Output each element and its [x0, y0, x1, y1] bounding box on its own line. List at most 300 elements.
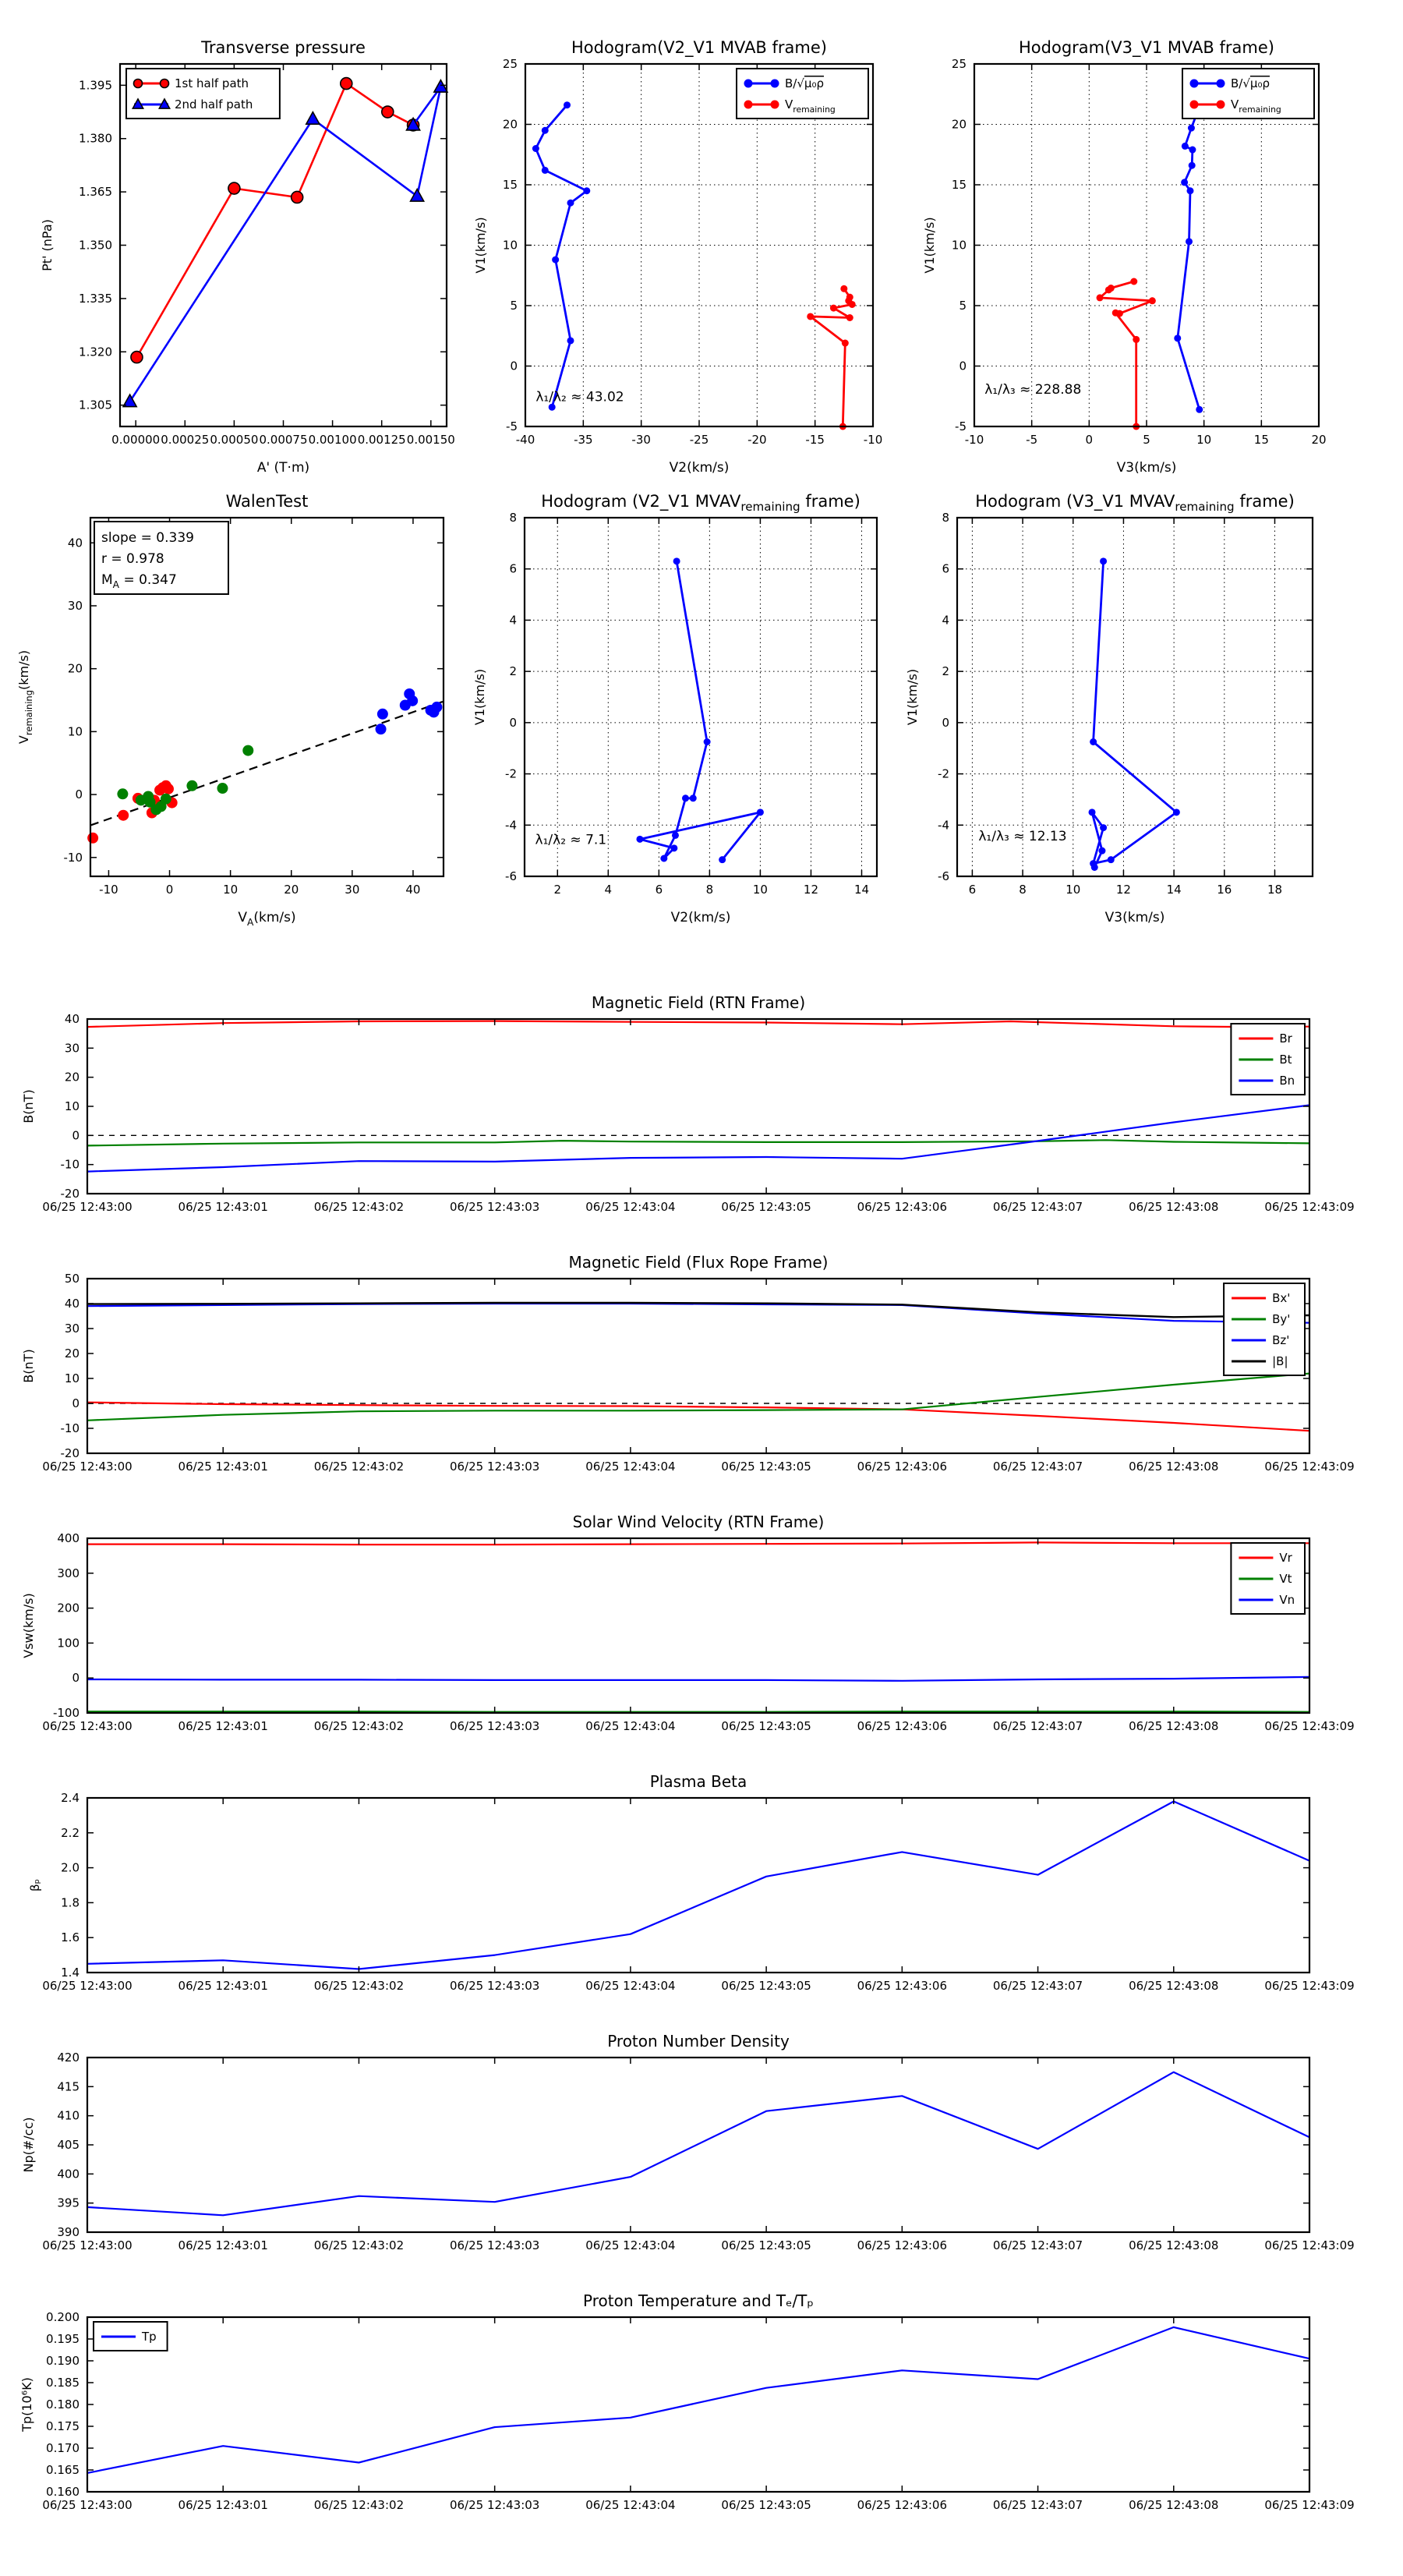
chart-title: Hodogram(V3_V1 MVAB frame): [1019, 38, 1274, 57]
y-tick-label: -10: [60, 1421, 80, 1435]
x-tick-label: 06/25 12:43:03: [449, 1460, 540, 1474]
x-tick-label: 06/25 12:43:01: [178, 1200, 268, 1214]
y-tick-label: 2.0: [61, 1860, 80, 1875]
point-marker: [377, 709, 388, 720]
series-Vr: [87, 1542, 1309, 1545]
y-axis-label: Tp(10⁶K): [19, 2377, 34, 2432]
x-axis-label: V3(km/s): [1116, 460, 1177, 476]
y-tick-label: 405: [57, 2138, 80, 2152]
x-tick-label: -40: [515, 433, 535, 447]
series-1st half path: [137, 83, 414, 357]
point-marker: [1189, 162, 1196, 169]
point-marker: [840, 285, 847, 292]
x-tick-label: 06/25 12:43:06: [857, 1200, 948, 1214]
y-tick-label: 10: [67, 724, 83, 739]
x-tick-label: 10: [223, 883, 239, 897]
x-tick-label: 8: [705, 883, 714, 897]
y-tick-label: 395: [57, 2196, 80, 2210]
x-tick-label: 06/25 12:43:09: [1264, 2498, 1355, 2512]
y-tick-label: 30: [67, 598, 83, 613]
series-Bt: [87, 1140, 1309, 1145]
x-tick-label: -20: [747, 433, 767, 447]
legend-label: $V_{remaining}$: [785, 97, 836, 115]
y-tick-label: -20: [60, 1446, 80, 1460]
chart-title: WalenTest: [225, 492, 309, 511]
y-axis-label: B(nT): [21, 1349, 36, 1383]
legend-label: By': [1272, 1312, 1291, 1326]
series-2nd half path: [130, 87, 441, 402]
point-marker: [771, 101, 779, 109]
series-Vn: [87, 1677, 1309, 1681]
x-tick-label: 06/25 12:43:00: [42, 2498, 133, 2512]
x-tick-label: 06/25 12:43:05: [721, 1979, 811, 1993]
x-tick-label: 40: [405, 883, 421, 897]
legend-label: |B|: [1272, 1354, 1288, 1368]
series-V remaining: [1100, 281, 1152, 426]
point-marker: [1100, 824, 1107, 831]
y-tick-label: 1.8: [61, 1895, 80, 1910]
x-tick-label: 06/25 12:43:00: [42, 1979, 133, 1993]
y-tick-label: 390: [57, 2225, 80, 2239]
x-tick-label: 06/25 12:43:02: [313, 2498, 405, 2512]
y-tick-label: 0.165: [46, 2463, 80, 2477]
y-axis-label: V1(km/s): [922, 217, 937, 274]
y-tick-label: 2.4: [61, 1791, 80, 1805]
x-tick-label: 06/25 12:43:00: [42, 2238, 133, 2252]
point-marker: [1090, 738, 1097, 745]
x-tick-label: 06/25 12:43:04: [585, 2498, 676, 2512]
y-tick-label: 2: [509, 664, 517, 679]
y-tick-label: 1.365: [79, 185, 112, 200]
point-marker: [830, 305, 837, 312]
y-tick-label: 1.350: [79, 238, 112, 253]
y-tick-label: -10: [63, 850, 83, 865]
series-Bn: [87, 1106, 1309, 1172]
point-marker: [1188, 125, 1195, 132]
y-tick-label: 8: [942, 511, 949, 525]
legend-label: 2nd half path: [175, 97, 253, 111]
y-tick-label: 1.4: [61, 1966, 80, 1980]
y-tick-label: -10: [60, 1157, 80, 1172]
point-marker: [242, 745, 253, 756]
point-marker: [1089, 809, 1096, 816]
legend-label: Bn: [1279, 1074, 1295, 1088]
x-tick-label: 0.00100: [308, 433, 357, 447]
y-tick-label: -6: [505, 869, 517, 883]
y-tick-label: 1.395: [79, 78, 112, 93]
chart-title: Magnetic Field (RTN Frame): [591, 993, 806, 1012]
chart-transverse-pressure: [40, 38, 455, 476]
y-tick-label: -5: [955, 419, 967, 433]
point-marker: [690, 794, 697, 801]
point-marker: [807, 313, 814, 320]
x-tick-label: 06/25 12:43:07: [992, 1719, 1083, 1733]
y-axis-label: Np(#/cc): [21, 2117, 36, 2173]
legend-label: $V_{remaining}$: [1231, 97, 1281, 115]
chart-title: Magnetic Field (Flux Rope Frame): [568, 1253, 829, 1272]
series-Tp: [87, 2327, 1309, 2473]
y-tick-label: 0: [75, 787, 83, 802]
chart-hodogram-v3v1-mvav: [905, 492, 1313, 925]
point-marker: [1130, 278, 1137, 285]
point-marker: [719, 856, 726, 863]
y-tick-label: 420: [57, 2051, 80, 2065]
point-marker: [431, 702, 442, 713]
legend-label: Bt: [1279, 1053, 1292, 1067]
y-axis-label: V1(km/s): [905, 668, 920, 726]
point-marker: [228, 182, 240, 194]
y-tick-label: 15: [502, 178, 518, 192]
point-marker: [1108, 856, 1115, 863]
y-tick-label: 400: [57, 2167, 80, 2181]
point-marker: [682, 794, 689, 801]
point-marker: [1189, 147, 1196, 154]
point-marker: [1217, 101, 1225, 109]
y-tick-label: -2: [505, 766, 517, 781]
series-fit: [90, 702, 444, 826]
x-tick-label: 06/25 12:43:04: [585, 1200, 676, 1214]
y-tick-label: 30: [64, 1041, 80, 1056]
y-tick-label: 15: [951, 178, 967, 192]
x-tick-label: -30: [631, 433, 651, 447]
point-marker: [583, 187, 590, 194]
x-tick-label: 06/25 12:43:05: [721, 1460, 811, 1474]
y-tick-label: 50: [64, 1272, 80, 1286]
x-tick-label: 06/25 12:43:00: [42, 1719, 133, 1733]
point-marker: [842, 340, 849, 347]
legend-label: Br: [1279, 1031, 1292, 1046]
y-tick-label: 0.180: [46, 2397, 80, 2411]
series-By': [87, 1374, 1309, 1421]
y-tick-label: 200: [57, 1601, 80, 1615]
point-marker: [161, 794, 171, 805]
point-marker: [1112, 310, 1119, 317]
x-tick-label: 06/25 12:43:01: [178, 1719, 268, 1733]
y-tick-label: 0: [509, 715, 517, 730]
y-tick-label: 4: [942, 613, 949, 628]
x-tick-label: 06/25 12:43:06: [857, 1460, 948, 1474]
y-axis-label: V1(km/s): [473, 217, 488, 274]
series-Bx': [87, 1403, 1309, 1431]
triangle-marker: [411, 189, 424, 201]
x-tick-label: 06/25 12:43:06: [857, 1979, 948, 1993]
x-tick-label: 12: [1115, 883, 1131, 897]
chart-v-rtn: [21, 1513, 1355, 1733]
point-marker: [87, 833, 98, 844]
x-tick-label: 06/25 12:43:08: [1129, 1979, 1219, 1993]
point-marker: [117, 788, 128, 799]
x-tick-label: 10: [752, 883, 768, 897]
point-marker: [1217, 80, 1225, 88]
x-tick-label: 06/25 12:43:02: [313, 1979, 405, 1993]
x-tick-label: 0.00000: [111, 433, 161, 447]
y-axis-label: B(nT): [21, 1089, 36, 1123]
x-tick-label: 06/25 12:43:08: [1129, 1719, 1219, 1733]
y-tick-label: 0: [942, 715, 949, 730]
point-marker: [407, 695, 418, 706]
x-tick-label: 06/25 12:43:04: [585, 1979, 676, 1993]
x-tick-label: 15: [1253, 433, 1269, 447]
x-tick-label: 06/25 12:43:01: [178, 1979, 268, 1993]
chart-title: Hodogram(V2_V1 MVAB frame): [571, 38, 827, 57]
x-tick-label: 06/25 12:43:07: [992, 1460, 1083, 1474]
x-tick-label: 06/25 12:43:06: [857, 2238, 948, 2252]
x-tick-label: 06/25 12:43:01: [178, 2498, 268, 2512]
y-tick-label: 40: [64, 1297, 80, 1311]
x-tick-label: 10: [1066, 883, 1081, 897]
stats-line: slope = 0.339: [101, 530, 194, 546]
x-axis-label: $V_A(km/s)$: [238, 910, 296, 928]
x-tick-label: 06/25 12:43:03: [449, 1200, 540, 1214]
y-tick-label: 25: [502, 57, 518, 71]
x-tick-label: 06/25 12:43:04: [585, 1719, 676, 1733]
point-marker: [567, 200, 574, 207]
x-tick-label: -15: [805, 433, 825, 447]
x-tick-label: 0.00075: [259, 433, 308, 447]
point-marker: [1196, 406, 1203, 413]
y-tick-label: 5: [510, 299, 518, 313]
axes-frame: [87, 1538, 1309, 1713]
axes-frame: [87, 1019, 1309, 1194]
x-tick-label: 0.00050: [210, 433, 259, 447]
x-tick-label: 06/25 12:43:01: [178, 1460, 268, 1474]
y-tick-label: 10: [64, 1371, 80, 1385]
y-tick-label: 1.305: [79, 398, 112, 412]
x-tick-label: 20: [1311, 433, 1327, 447]
annotation: λ₁/λ₂ ≈ 43.02: [535, 389, 624, 405]
chart-b-flux-rope: [21, 1253, 1355, 1474]
x-tick-label: 6: [655, 883, 663, 897]
x-tick-label: 0.00150: [406, 433, 455, 447]
y-tick-label: 415: [57, 2079, 80, 2094]
legend-label: Tp: [142, 2330, 157, 2344]
point-marker: [672, 832, 679, 839]
x-tick-label: 06/25 12:43:01: [178, 2238, 268, 2252]
series-B/sqrt(mu0 rho): [535, 105, 586, 408]
point-marker: [744, 101, 753, 109]
x-tick-label: 06/25 12:43:03: [449, 2498, 540, 2512]
x-tick-label: 06/25 12:43:02: [313, 1719, 405, 1733]
y-tick-label: 0.175: [46, 2419, 80, 2433]
y-axis-label: $V_{remaining}(km/s)$: [16, 649, 34, 745]
chart-title: Plasma Beta: [649, 1772, 747, 1791]
x-axis-label: V2(km/s): [669, 460, 730, 476]
x-tick-label: 06/25 12:43:04: [585, 2238, 676, 2252]
y-tick-label: -4: [505, 818, 517, 833]
point-marker: [542, 167, 549, 174]
x-tick-label: 06/25 12:43:06: [857, 2498, 948, 2512]
x-tick-label: 06/25 12:43:08: [1129, 2498, 1219, 2512]
x-tick-label: 18: [1267, 883, 1283, 897]
chart-title: Proton Number Density: [607, 2032, 790, 2051]
y-axis-label: Pt' (nPa): [40, 219, 55, 271]
x-tick-label: 06/25 12:43:05: [721, 2498, 811, 2512]
y-tick-label: 20: [951, 117, 967, 132]
y-tick-label: -2: [938, 766, 949, 781]
y-tick-label: -6: [938, 869, 949, 883]
chart-walen-test: [16, 492, 444, 928]
annotation: λ₁/λ₂ ≈ 7.1: [535, 832, 607, 848]
y-tick-label: -5: [506, 419, 518, 433]
x-tick-label: 06/25 12:43:03: [449, 1719, 540, 1733]
y-tick-label: 5: [959, 299, 967, 313]
point-marker: [1186, 187, 1193, 194]
point-marker: [636, 836, 643, 843]
point-marker: [1091, 864, 1098, 871]
triangle-marker: [306, 112, 320, 124]
point-marker: [1182, 143, 1189, 150]
point-marker: [1098, 847, 1105, 855]
y-axis-label: V1(km/s): [472, 668, 487, 726]
chart-title: Hodogram (V3_V1 $MVAV_{remaining}$ frame): [975, 492, 1295, 514]
x-axis-label: V3(km/s): [1104, 910, 1165, 925]
x-tick-label: 4: [604, 883, 613, 897]
chart-hodogram-v2v1-mvab: [473, 38, 882, 476]
legend-label: Bz': [1272, 1333, 1290, 1347]
point-marker: [849, 301, 856, 308]
point-marker: [292, 191, 303, 203]
annotation: λ₁/λ₃ ≈ 228.88: [984, 382, 1082, 398]
point-marker: [134, 80, 143, 88]
point-marker: [163, 784, 174, 794]
y-tick-label: 0.195: [46, 2332, 80, 2346]
x-tick-label: -5: [1026, 433, 1038, 447]
point-marker: [1097, 294, 1104, 301]
x-tick-label: -35: [574, 433, 593, 447]
point-marker: [704, 738, 711, 745]
x-tick-label: 8: [1019, 883, 1027, 897]
x-tick-label: 06/25 12:43:09: [1264, 1719, 1355, 1733]
y-tick-label: 20: [67, 661, 83, 676]
point-marker: [542, 127, 549, 134]
x-tick-label: -10: [863, 433, 883, 447]
y-tick-label: 2: [942, 664, 949, 679]
y-tick-label: 410: [57, 2108, 80, 2123]
series-V remaining hodogram: [1092, 561, 1176, 868]
y-axis-label: Vsw(km/s): [21, 1593, 36, 1658]
x-tick-label: 14: [1166, 883, 1182, 897]
x-axis-label: V2(km/s): [670, 910, 731, 925]
y-tick-label: 10: [951, 238, 967, 253]
y-tick-label: 6: [942, 561, 949, 576]
x-tick-label: 06/25 12:43:08: [1129, 1200, 1219, 1214]
point-marker: [1149, 297, 1156, 304]
x-tick-label: 0: [165, 883, 174, 897]
x-tick-label: 06/25 12:43:05: [721, 1200, 811, 1214]
x-tick-label: 06/25 12:43:05: [721, 1719, 811, 1733]
point-marker: [376, 724, 387, 734]
y-tick-label: 6: [509, 561, 517, 576]
y-tick-label: 10: [64, 1099, 80, 1113]
x-tick-label: -10: [964, 433, 984, 447]
legend-label: 1st half path: [175, 76, 249, 90]
stats-line: r = 0.978: [101, 551, 164, 567]
y-tick-label: 0.185: [46, 2376, 80, 2390]
y-tick-label: 1.335: [79, 291, 112, 306]
x-tick-label: 16: [1217, 883, 1232, 897]
x-tick-label: 06/25 12:43:06: [857, 1719, 948, 1733]
y-tick-label: 0: [72, 1396, 80, 1410]
legend-label: Vr: [1279, 1551, 1292, 1565]
axes-frame: [87, 2317, 1309, 2492]
point-marker: [1100, 557, 1107, 564]
chart-title: Proton Temperature and Tₑ/Tₚ: [583, 2291, 814, 2310]
y-tick-label: 1.320: [79, 345, 112, 359]
x-tick-label: 06/25 12:43:00: [42, 1460, 133, 1474]
y-tick-label: 40: [67, 536, 83, 550]
x-tick-label: 5: [1143, 433, 1150, 447]
axes-frame: [957, 518, 1313, 876]
x-tick-label: 06/25 12:43:03: [449, 2238, 540, 2252]
chart-hodogram-v2v1-mvav: [472, 492, 877, 925]
y-tick-label: 0: [510, 359, 518, 373]
point-marker: [382, 106, 394, 118]
point-marker: [341, 78, 352, 90]
chart-hodogram-v3v1-mvab: [922, 38, 1327, 476]
legend-label: Vt: [1279, 1572, 1292, 1586]
x-tick-label: 06/25 12:43:09: [1264, 1979, 1355, 1993]
x-tick-label: 20: [284, 883, 299, 897]
point-marker: [131, 352, 143, 363]
x-tick-label: 06/25 12:43:02: [313, 1200, 405, 1214]
point-marker: [670, 844, 677, 851]
x-tick-label: 06/25 12:43:04: [585, 1460, 676, 1474]
point-marker: [1190, 101, 1199, 109]
y-tick-label: 1.6: [61, 1930, 80, 1945]
series-Bz': [87, 1304, 1309, 1323]
point-marker: [1105, 286, 1112, 293]
y-tick-label: -20: [60, 1187, 80, 1201]
x-tick-label: 06/25 12:43:02: [313, 2238, 405, 2252]
chart-title: Transverse pressure: [201, 38, 366, 57]
x-tick-label: 2: [553, 883, 562, 897]
y-tick-label: 30: [64, 1322, 80, 1336]
y-axis-label: βₚ: [28, 1879, 42, 1891]
series-Vt: [87, 1711, 1309, 1712]
y-tick-label: 8: [509, 511, 517, 525]
y-tick-label: 4: [509, 613, 517, 628]
stats-line: $M_A = 0.347$: [101, 572, 177, 590]
legend-label: B/√μ₀ρ: [785, 76, 824, 90]
legend-label: Vn: [1279, 1593, 1295, 1607]
legend-label: B/√μ₀ρ: [1231, 76, 1270, 90]
chart-plasma-beta: [28, 1772, 1355, 1993]
x-tick-label: 06/25 12:43:00: [42, 1200, 133, 1214]
y-tick-label: 0: [959, 359, 967, 373]
chart-proton-density: [21, 2032, 1355, 2252]
point-marker: [757, 809, 764, 816]
point-marker: [1186, 238, 1193, 245]
x-tick-label: 06/25 12:43:03: [449, 1979, 540, 1993]
y-tick-label: 0.170: [46, 2441, 80, 2455]
y-tick-label: 1.380: [79, 131, 112, 146]
series-Br: [87, 1021, 1309, 1028]
y-tick-label: -4: [938, 818, 949, 833]
x-tick-label: 10: [1196, 433, 1212, 447]
legend-label: Bx': [1272, 1291, 1291, 1305]
y-tick-label: 0.200: [46, 2310, 80, 2324]
x-tick-label: -10: [99, 883, 118, 897]
point-marker: [161, 80, 169, 88]
x-tick-label: -25: [689, 433, 709, 447]
x-tick-label: 06/25 12:43:02: [313, 1460, 405, 1474]
chart-proton-temp: [19, 2291, 1355, 2512]
point-marker: [1181, 179, 1188, 186]
y-tick-label: 40: [64, 1012, 80, 1026]
x-axis-label: A' (T·m): [256, 460, 310, 476]
y-tick-label: 0: [72, 1128, 80, 1143]
point-marker: [660, 855, 667, 862]
